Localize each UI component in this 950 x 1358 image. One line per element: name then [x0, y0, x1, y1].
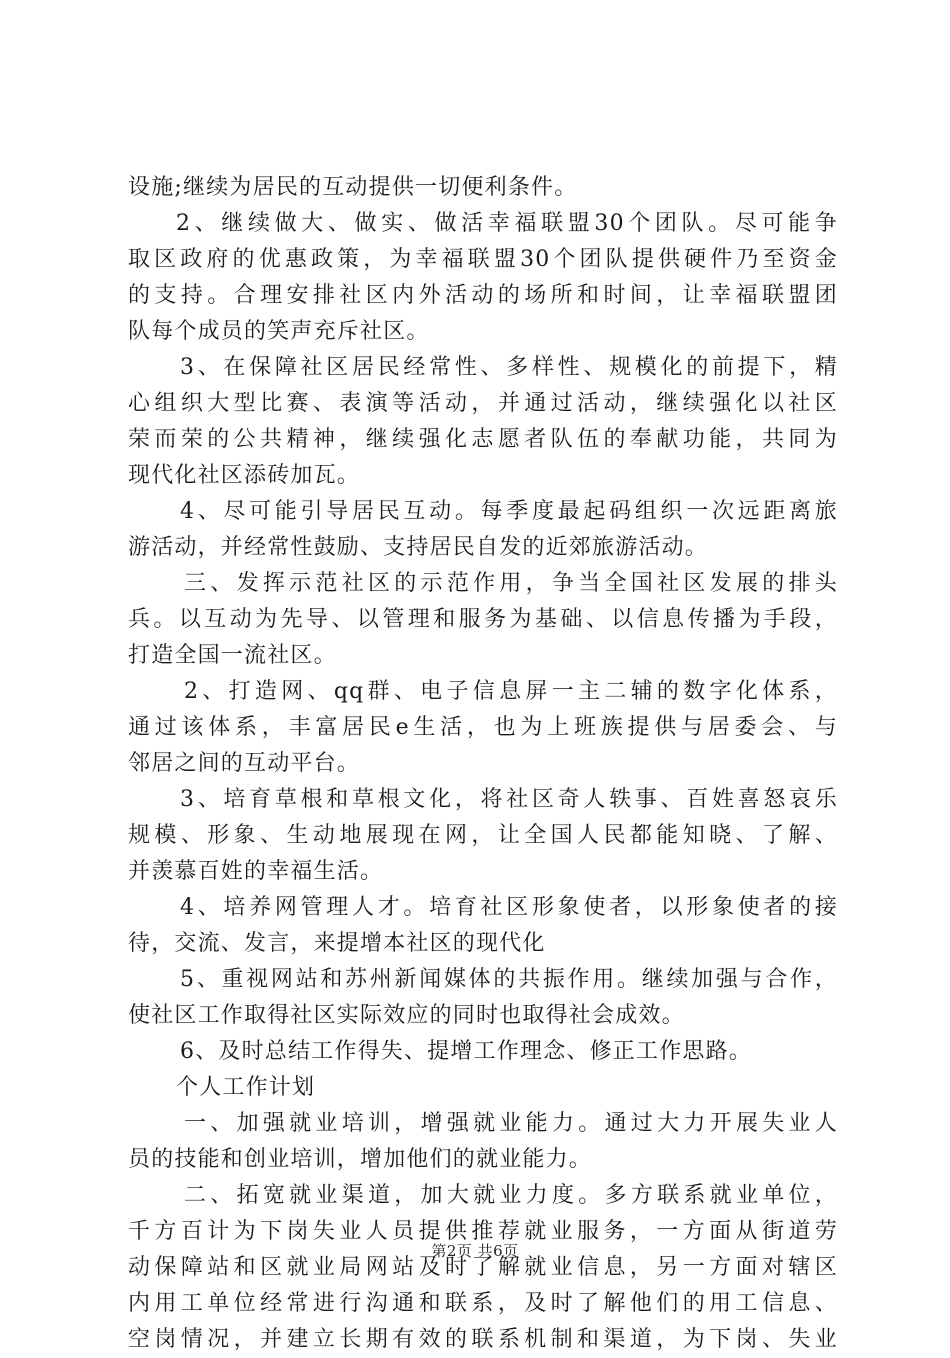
- page-number-footer: 第2页 共6页: [431, 1242, 519, 1260]
- text-line: 2、继续做大、做实、做活幸福联盟30个团队。尽可能争: [176, 211, 838, 236]
- text-line: 心组织大型比赛、表演等活动，并通过活动，继续强化以社区: [128, 391, 838, 416]
- text-line: 邻居之间的互动平台。: [128, 751, 361, 776]
- text-line: 5、重视网站和苏州新闻媒体的共振作用。继续加强与合作，: [180, 967, 838, 992]
- text-line: 取区政府的优惠政策，为幸福联盟30个团队提供硬件乃至资金: [128, 247, 838, 272]
- text-line: 员的技能和创业培训，增加他们的就业能力。: [128, 1147, 593, 1172]
- text-line: 使社区工作取得社区实际效应的同时也取得社会成效。: [128, 1003, 685, 1028]
- text-line: 待，交流、发言，来提增本社区的现代化: [128, 931, 546, 956]
- text-line: 的支持。合理安排社区内外活动的场所和时间，让幸福联盟团: [128, 283, 838, 308]
- text-line: 动保障站和区就业局网站及时了解就业信息，另一方面对辖区: [128, 1255, 838, 1280]
- text-line: 游活动，并经常性鼓励、支持居民自发的近郊旅游活动。: [128, 535, 709, 560]
- text-line: 3、在保障社区居民经常性、多样性、规模化的前提下，精: [180, 355, 838, 380]
- text-line: 6、及时总结工作得失、提增工作理念、修正工作思路。: [180, 1039, 752, 1064]
- text-line: 并羡慕百姓的幸福生活。: [128, 859, 384, 884]
- text-line: 千方百计为下岗失业人员提供推荐就业服务，一方面从街道劳: [128, 1219, 838, 1244]
- text-line: 队每个成员的笑声充斥社区。: [128, 319, 430, 344]
- text-line: 2、打造网、qq群、电子信息屏一主二辅的数字化体系，: [184, 679, 838, 704]
- text-line: 规模、形象、生动地展现在网，让全国人民都能知晓、了解、: [128, 823, 838, 848]
- text-line: 通过该体系，丰富居民e生活，也为上班族提供与居委会、与: [128, 715, 838, 740]
- text-line: 二、拓宽就业渠道，加大就业力度。多方联系就业单位，: [184, 1183, 838, 1208]
- text-line: 内用工单位经常进行沟通和联系，及时了解他们的用工信息、: [128, 1291, 838, 1316]
- text-line: 荣而荣的公共精神，继续强化志愿者队伍的奉献功能，共同为: [128, 427, 838, 452]
- text-line: 三、发挥示范社区的示范作用，争当全国社区发展的排头: [184, 571, 838, 596]
- text-line: 4、培养网管理人才。培育社区形象使者，以形象使者的接: [180, 895, 838, 920]
- text-line: 打造全国一流社区。: [128, 643, 337, 668]
- text-line: 兵。以互动为先导、以管理和服务为基础、以信息传播为手段，: [128, 607, 838, 632]
- text-line: 设施;继续为居民的互动提供一切便利条件。: [128, 175, 578, 200]
- text-line: 现代化社区添砖加瓦。: [128, 463, 361, 488]
- text-line: 空岗情况，并建立长期有效的联系机制和渠道，为下岗、失业: [128, 1327, 838, 1352]
- text-line: 个人工作计划: [176, 1075, 316, 1100]
- text-line: 一、加强就业培训，增强就业能力。通过大力开展失业人: [184, 1111, 838, 1136]
- document-body: [128, 170, 838, 1358]
- text-line: 3、培育草根和草根文化，将社区奇人轶事、百姓喜怒哀乐: [180, 787, 838, 812]
- text-line: 4、尽可能引导居民互动。每季度最起码组织一次远距离旅: [180, 499, 838, 524]
